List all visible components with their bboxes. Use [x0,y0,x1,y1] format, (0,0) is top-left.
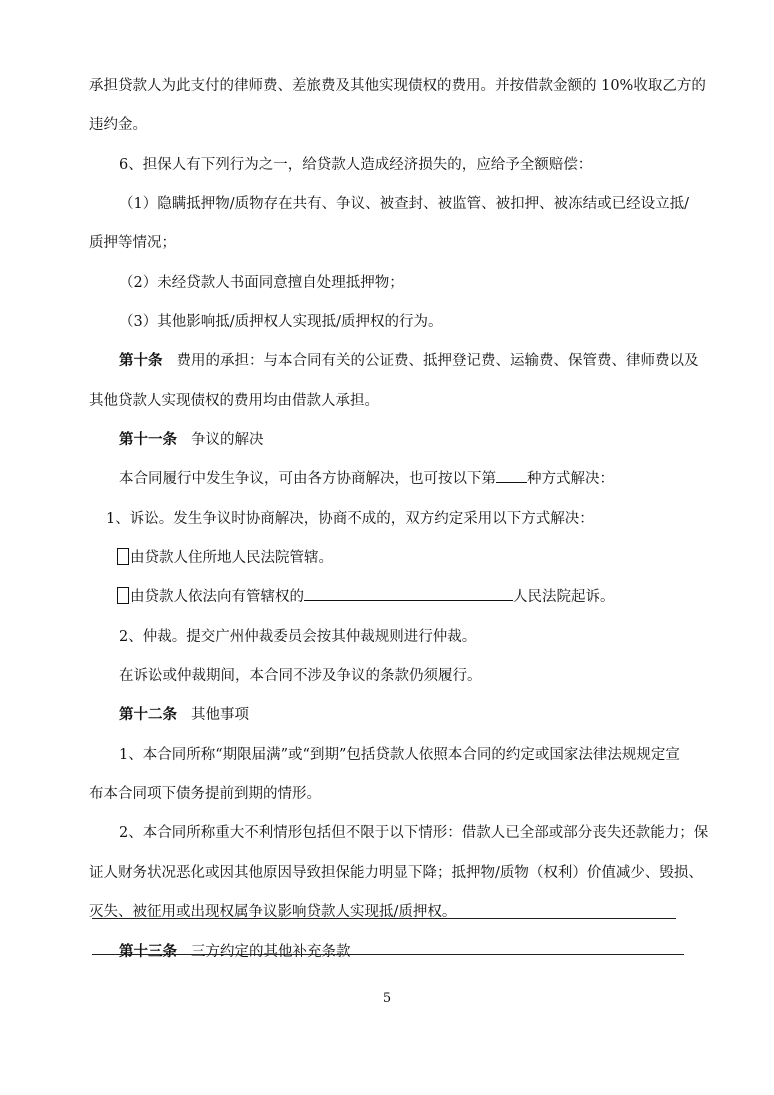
paragraph-line: 违约金。 [89,117,147,133]
arbitration-clause: 2、仲裁。提交广州仲裁委员会按其仲裁规则进行仲裁。 [119,629,477,645]
article-11-name: 争议的解决 [191,432,264,448]
method-number-blank[interactable] [496,469,527,483]
article-12-name: 其他事项 [191,707,249,723]
article-11-title [119,430,264,450]
clause-6-item-2: （2）未经贷款人书面同意擅自处理抵押物； [119,275,404,291]
paragraph-line: 承担贷款人为此支付的律师费、差旅费及其他实现债权的费用。并按借款金额的 10%收取乙方的 [89,78,706,94]
article-11-intro [119,469,614,489]
option-1-checkbox[interactable] [117,548,129,565]
article-10-cont: 其他贷款人实现债权的费用均由借款人承担。 [89,393,379,409]
article-12-clause-2: 2、本合同所称重大不利情形包括但不限于以下情形：借款人已全部或部分丧失还款能力；保 [119,825,709,841]
option-1-label: 由贷款人住所地人民法院管辖。 [130,550,333,566]
article-13-name: 三方约定的其他补充条款 [191,944,351,960]
supplementary-terms-line-1[interactable] [92,918,676,919]
intro-text-end: 种方式解决： [527,471,614,487]
article-13-heading: 第十三条 [119,943,177,960]
clause-6-item-3: （3）其他影响抵/质押权人实现抵/质押权的行为。 [119,314,443,330]
litigation-clause: 1、诉讼。发生争议时协商解决，协商不成的，双方约定采用以下方式解决： [106,511,594,527]
article-12-clause-1: 1、本合同所称“期限届满”或“到期”包括贷款人依照本合同的约定或国家法律法规规定宣 [119,747,680,763]
article-12-clause-1-cont: 布本合同项下债务提前到期的情形。 [89,786,321,802]
article-11-heading: 第十一条 [119,431,177,448]
dispute-period-note: 在诉讼或仲裁期间，本合同不涉及争议的条款仍须履行。 [119,668,482,684]
clause-6: 6、担保人有下列行为之一，给贷款人造成经济损失的，应给予全额赔偿： [119,157,593,173]
article-12-heading: 第十二条 [119,706,177,723]
court-name-blank[interactable] [304,587,513,601]
page-number: 5 [382,991,392,1006]
article-12-clause-2-cont: 灭失、被征用或出现权属争议影响贷款人实现抵/质押权。 [89,904,457,920]
option-2-checkbox[interactable] [117,587,129,604]
article-13-title [119,942,351,962]
clause-6-item-1: （1）隐瞒抵押物/质物存在共有、争议、被查封、被监管、被扣押、被冻结或已经设立抵/ [119,196,689,212]
article-12-clause-2-cont: 证人财务状况恶化或因其他原因导致担保能力明显下降；抵押物/质物（权利）价值减少、毁损、 [89,865,703,881]
article-12-title [119,705,249,725]
option-2-label: 由贷款人依法向有管辖权的 [130,589,304,605]
litigation-option-1 [117,548,333,568]
article-10 [119,351,699,371]
intro-text: 本合同履行中发生争议，可由各方协商解决，也可按以下第 [119,471,496,487]
article-10-heading: 第十条 [119,352,163,369]
clause-6-item-1-cont: 质押等情况； [89,235,176,251]
litigation-option-2 [117,587,615,607]
article-10-text: 费用的承担：与本合同有关的公证费、抵押登记费、运输费、保管费、律师费以及 [176,353,699,369]
option-2-label-end: 人民法院起诉。 [513,589,615,605]
supplementary-terms-line-2[interactable] [92,954,684,955]
